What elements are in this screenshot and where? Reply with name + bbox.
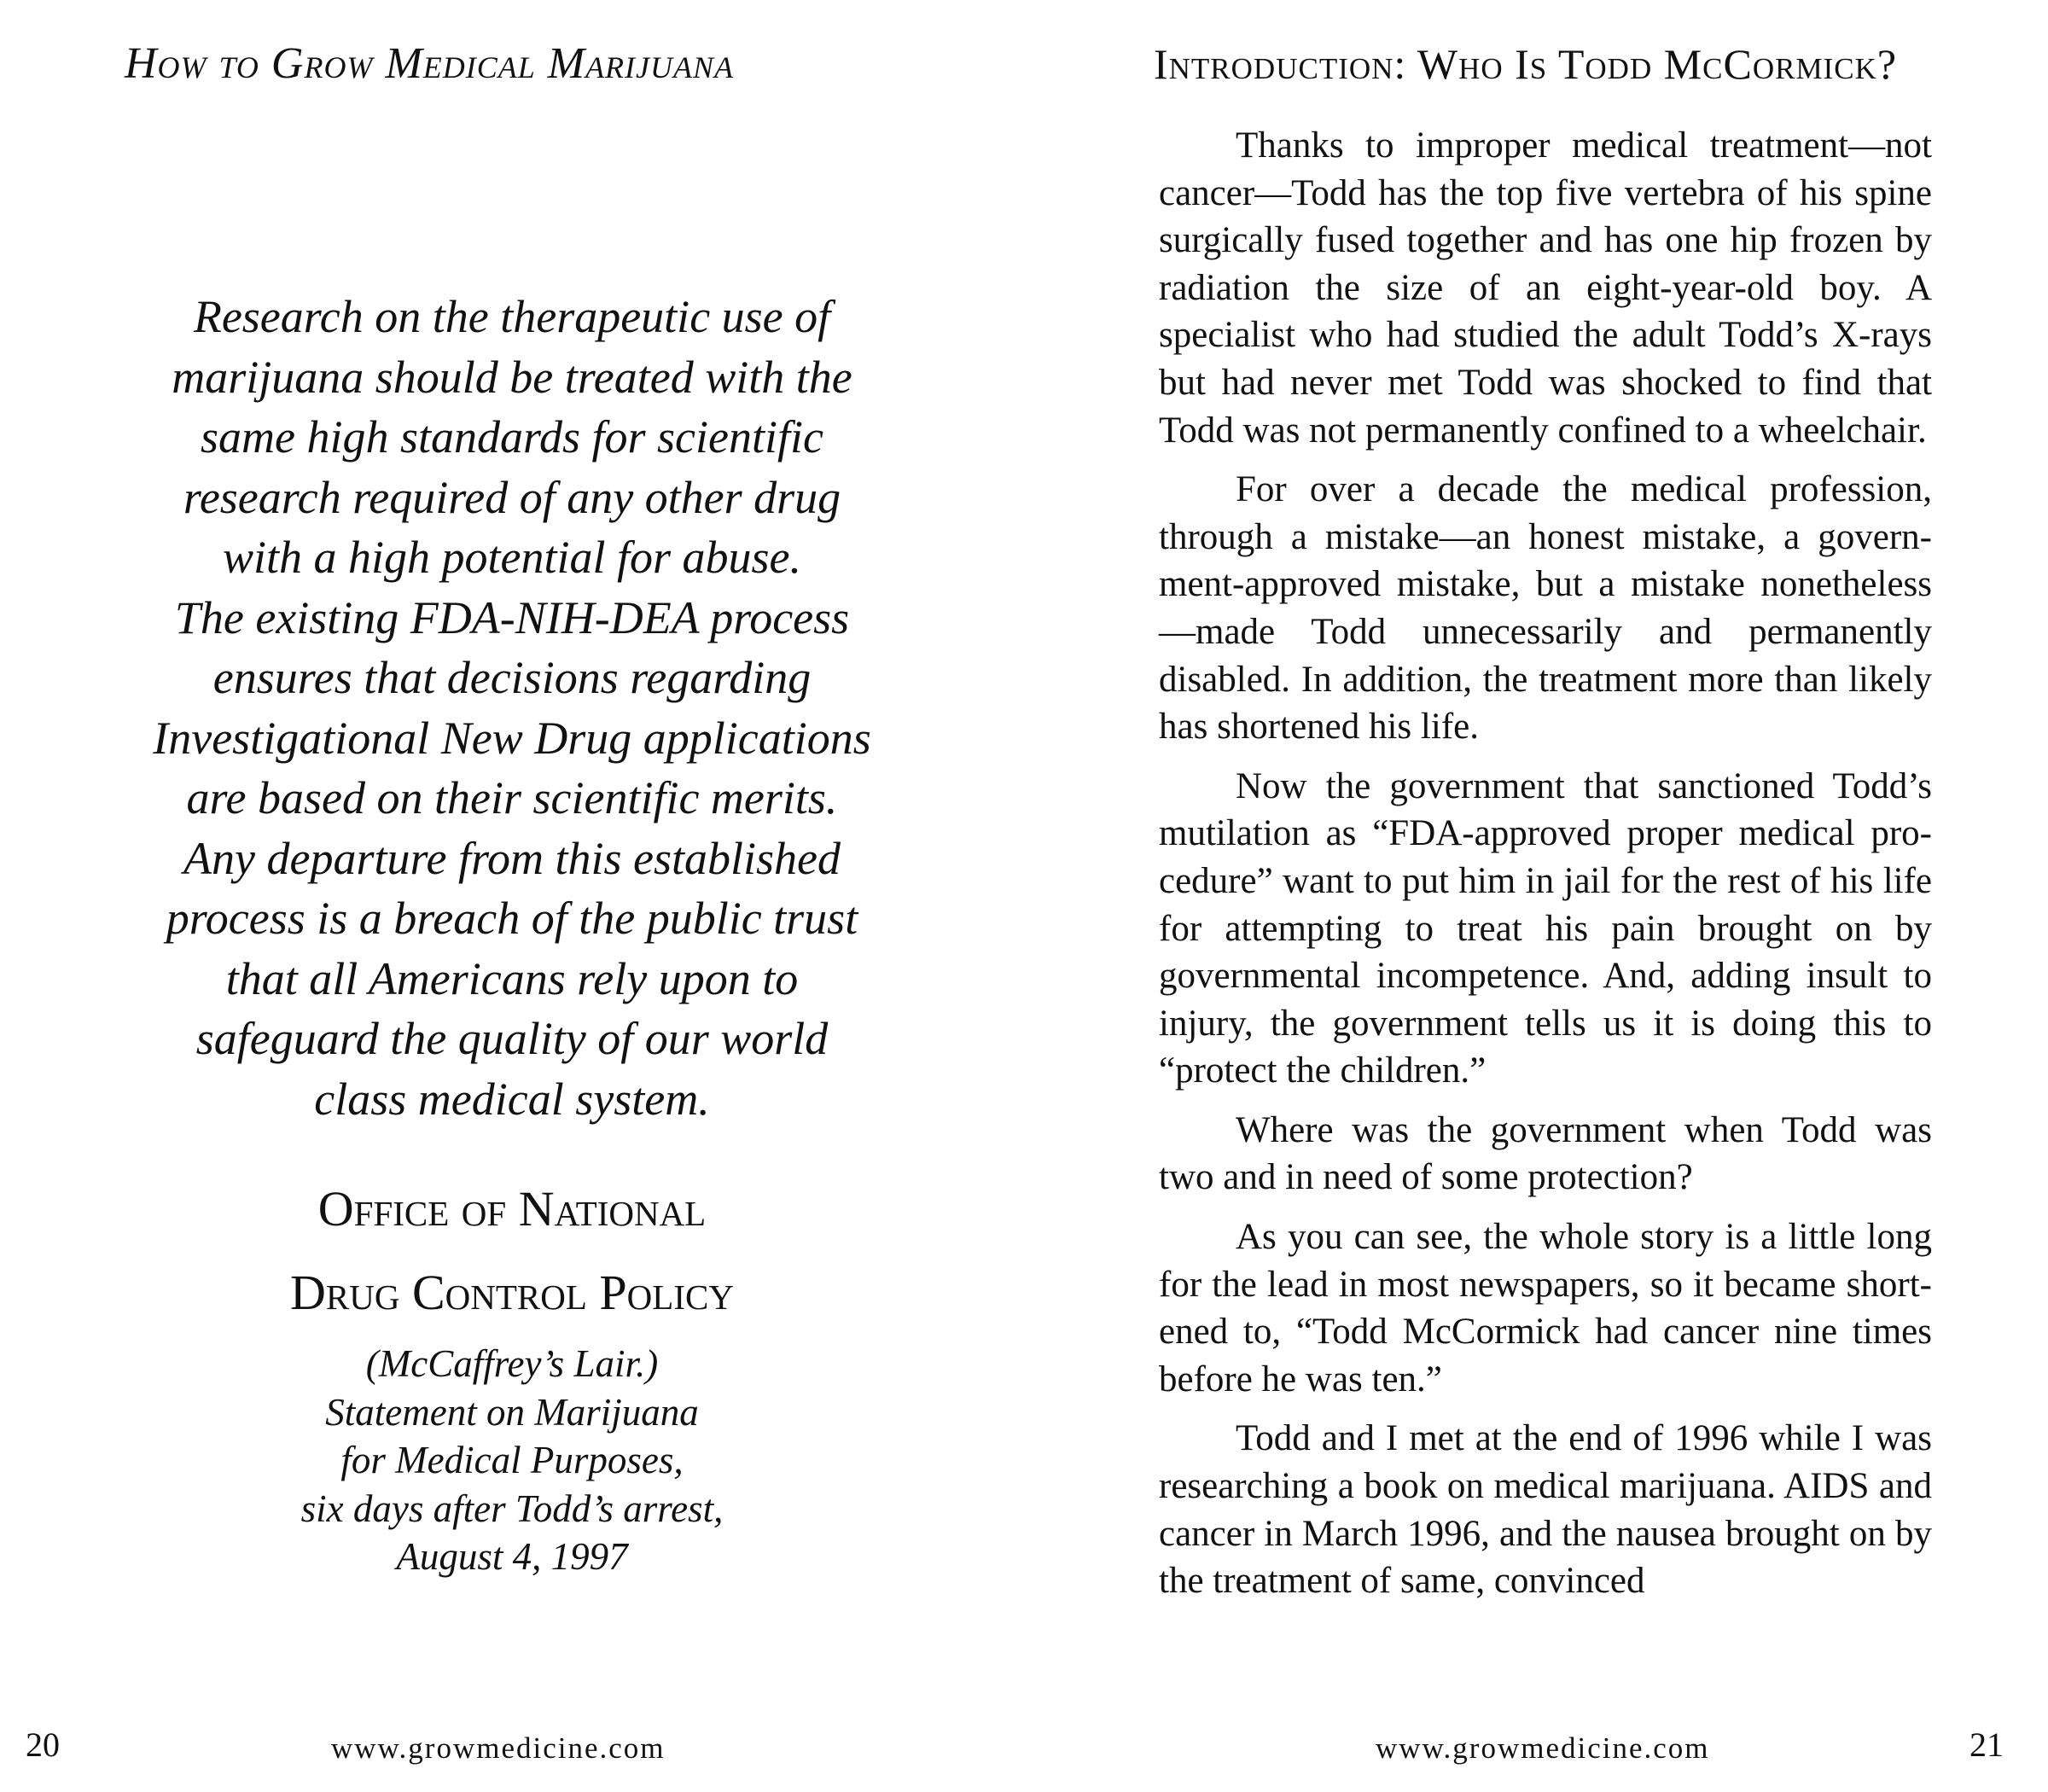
epigraph-line: are based on their scientific merits. — [186, 772, 838, 823]
epigraph-line: marijuana should be treated with the — [172, 351, 852, 403]
attribution-source-line: Statement on Marijuana — [325, 1390, 699, 1434]
body-paragraph: Todd and I met at the end of 1996 while I was researching a book on medical marijuana. AIDS and cancer in March 1996, and the nausea brought on by the treatment of same, convinced — [1159, 1418, 1932, 1602]
body-paragraph: Where was the government when Todd was two and in need of some protection? — [1159, 1109, 1932, 1198]
left-running-head: How to Grow Medical Marijuana — [125, 39, 735, 88]
left-footer-url: www.growmedicine.com — [331, 1731, 666, 1765]
attribution-source-line: August 4, 1997 — [396, 1535, 628, 1578]
attribution-source — [119, 1340, 905, 1581]
epigraph-quote — [119, 287, 905, 1129]
attribution-source-line: six days after Todd’s arrest, — [300, 1487, 724, 1530]
attribution-source-line: (McCaffrey’s Lair.) — [365, 1342, 659, 1385]
body-paragraph: For over a decade the medical profession, through a mistake—an honest mistake, a government-approved mistake, but a mistake nonetheless—made Todd unnecessarily and permanently disabled. In addition, the treatment more than likely has shortened his life. — [1159, 469, 1932, 748]
epigraph-line: The existing FDA-NIH-DEA process — [174, 591, 850, 643]
attribution-source-line: for Medical Purposes, — [340, 1439, 684, 1481]
body-paragraph: Thanks to improper medical treatment—not cancer—Todd has the top five vertebra of his spine surgically fused together and has one hip frozen by radiation the size of an eight-year-old boy. A specialist who had studied the adult Todd’s X-rays but had never met Todd was shocked to find that Todd was not permanently confined to a wheelchair. — [1159, 125, 1932, 451]
epigraph-line: same high standards for scientific — [201, 411, 823, 463]
epigraph-line: Any departure from this established — [183, 832, 841, 884]
body-text — [1159, 122, 1932, 1617]
left-page-number: 20 — [26, 1725, 60, 1764]
right-page-number: 21 — [1969, 1725, 2004, 1764]
epigraph-line: research required of any other drug — [183, 471, 841, 523]
epigraph-line: ensures that decisions regarding — [212, 652, 812, 703]
epigraph-line: with a high potential for abuse. — [222, 532, 801, 583]
right-page — [1024, 0, 2048, 1792]
epigraph-line: Research on the therapeutic use of — [193, 291, 831, 342]
right-running-head: Introduction: Who Is Todd McCormick? — [1154, 40, 1898, 88]
body-paragraph: Now the government that sanctioned Todd’s mutilation as “FDA-approved proper medical procedure” want to put him in jail for the rest of his life for attempting to treat his pain brought on by governmental incompetence. And, adding insult to injury, the government tells us it is doing this to “protect the children.” — [1159, 765, 1932, 1091]
epigraph-line: safeguard the quality of our world — [195, 1013, 829, 1064]
attribution-org-line: Office of National — [317, 1181, 707, 1236]
epigraph-line: that all Americans rely upon to — [225, 952, 799, 1004]
right-footer-url: www.growmedicine.com — [1376, 1731, 1710, 1765]
epigraph-line: class medical system. — [314, 1073, 710, 1125]
epigraph-line: Investigational New Drug applications — [153, 712, 871, 764]
attribution-org-line: Drug Control Policy — [290, 1265, 734, 1320]
epigraph-attribution — [119, 1167, 905, 1581]
body-paragraph: As you can see, the whole story is a little long for the lead in most newspapers, so it became shortened to, “Todd McCormick had cancer nine times before he was ten.” — [1159, 1217, 1932, 1399]
epigraph-line: process is a breach of the public trust — [166, 893, 858, 944]
